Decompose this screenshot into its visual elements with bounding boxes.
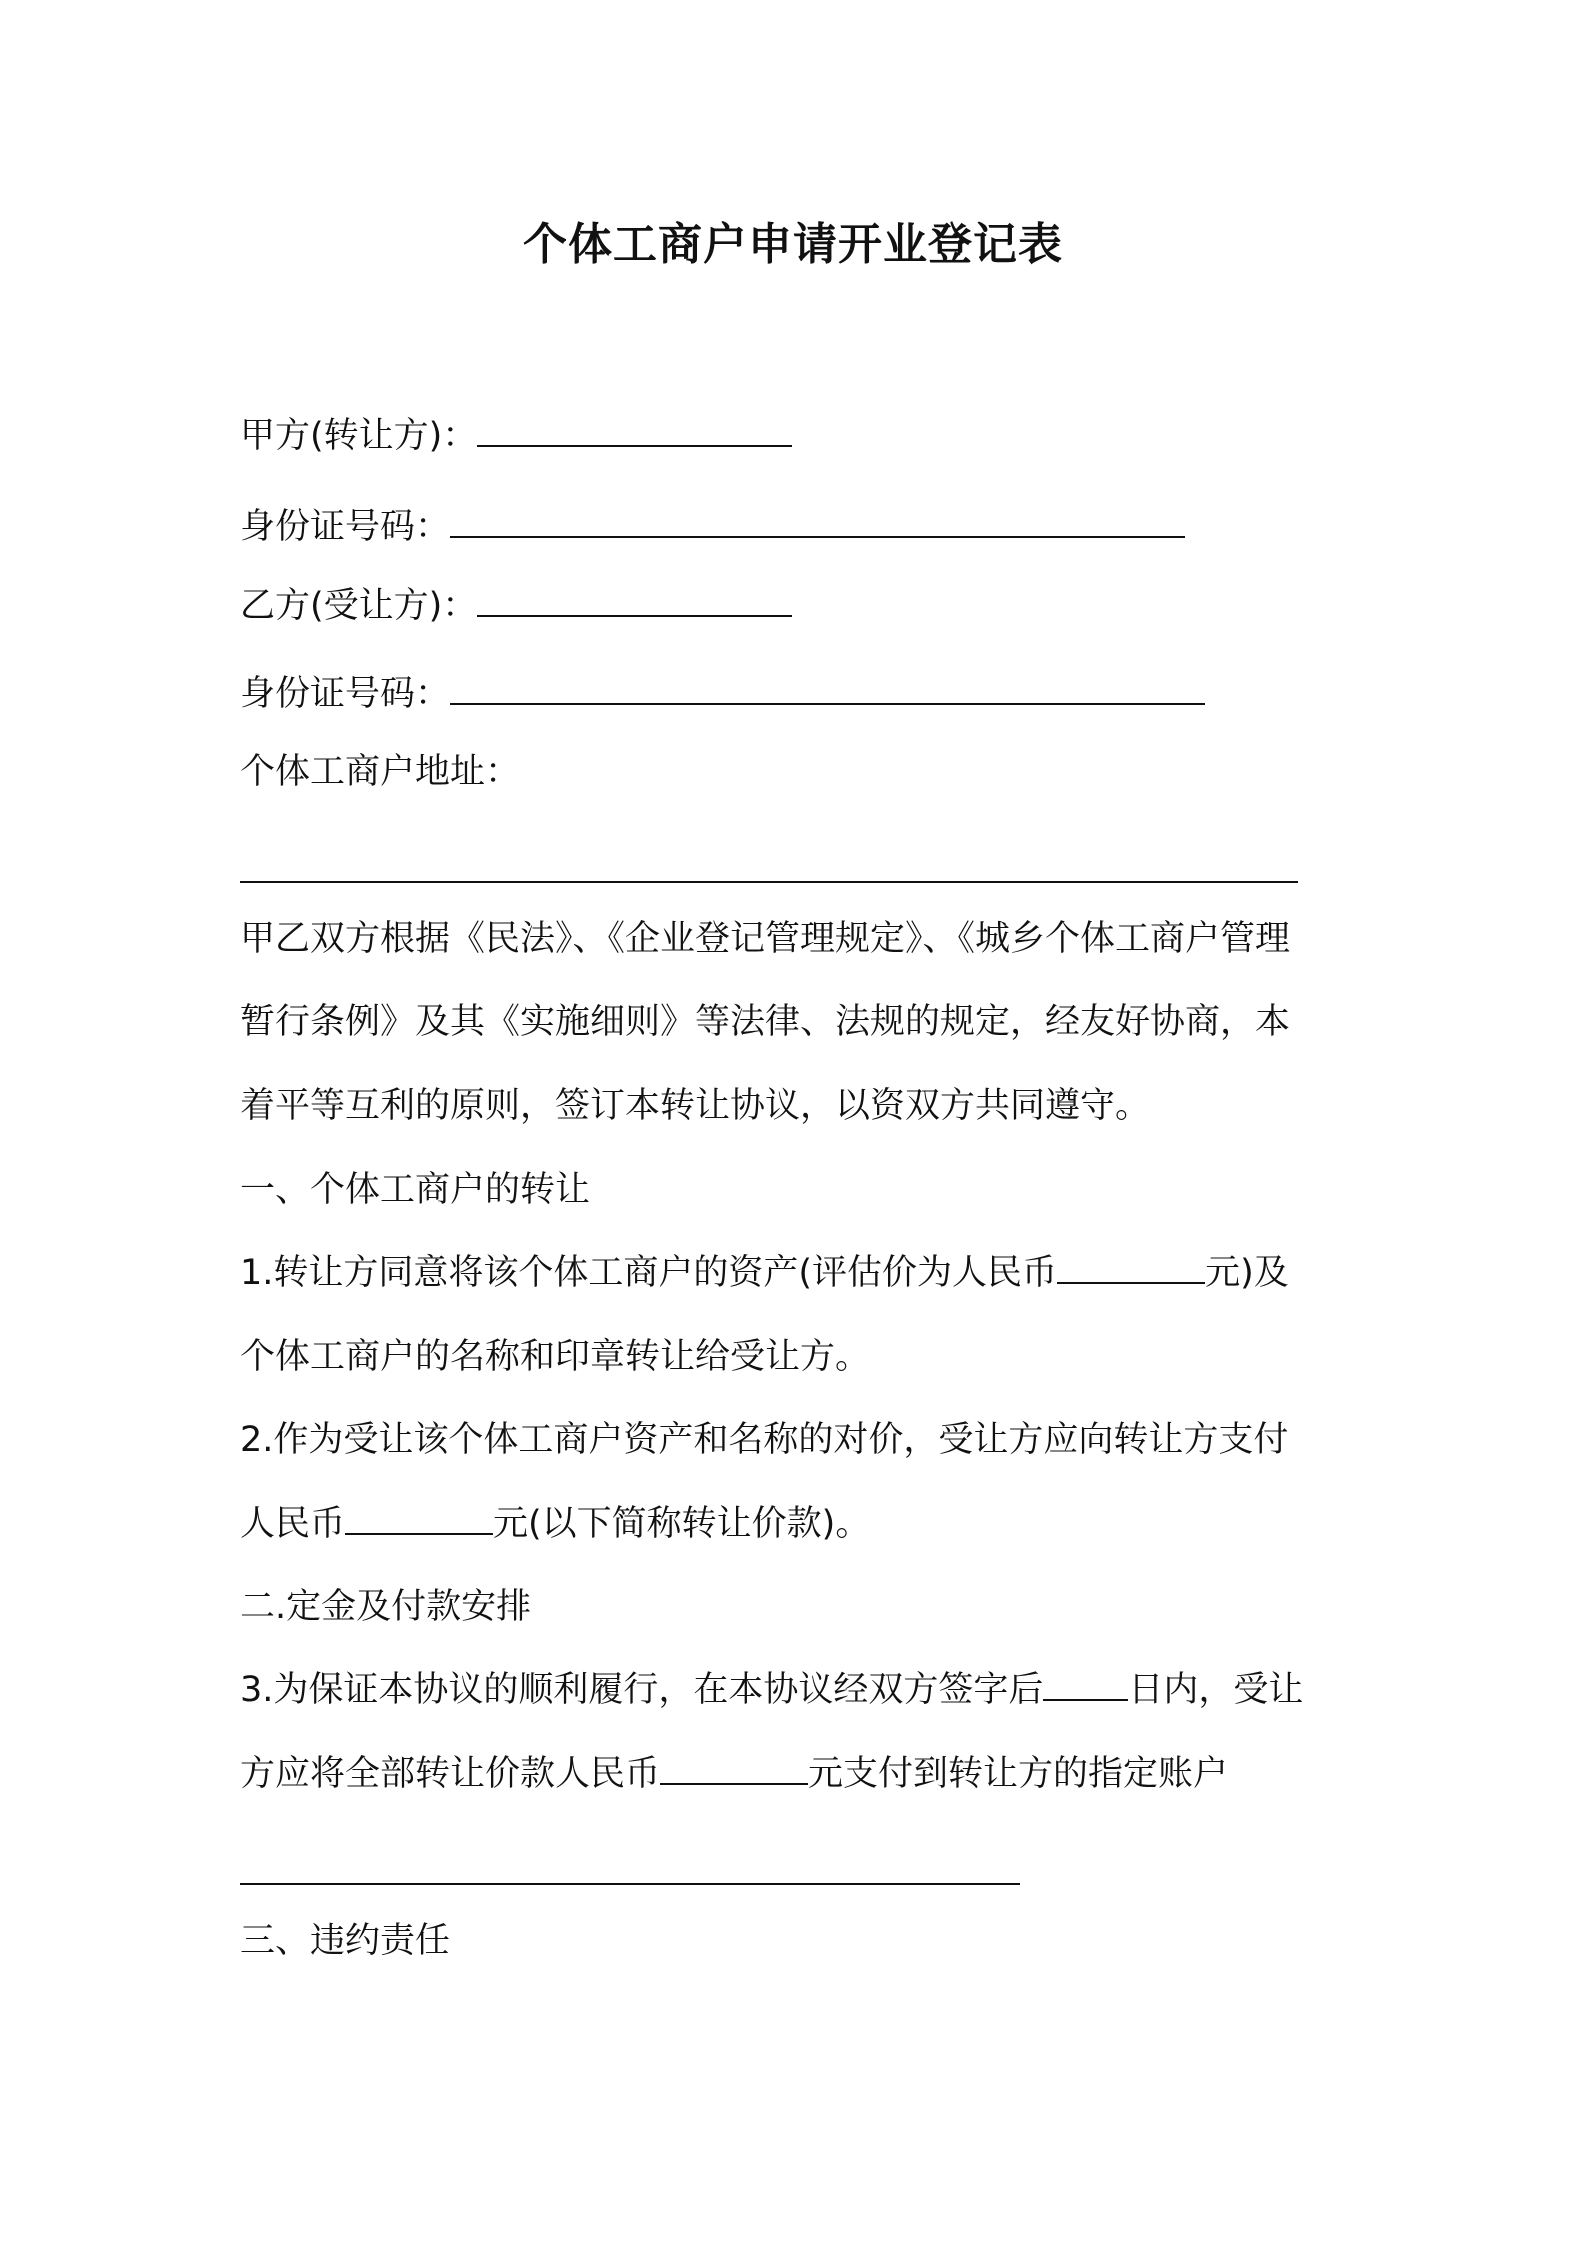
section-3-heading: 三、违约责任: [240, 1921, 451, 1961]
item-1-value-blank[interactable]: [1057, 1252, 1205, 1284]
party-a-id-row: [240, 503, 1185, 551]
party-b-id-row: [240, 670, 1205, 718]
address-label: 个体工商户地址：: [240, 752, 521, 792]
address-blank-row: [240, 848, 1298, 896]
section-1-heading: 一、个体工商户的转让: [240, 1170, 591, 1210]
item-1-line-2: 个体工商户的名称和印章转让给受让方。: [240, 1337, 871, 1377]
intro-line-1: 甲乙双方根据《民法》、《企业登记管理规定》、《城乡个体工商户管理: [240, 919, 1291, 959]
party-a-row: [240, 412, 792, 460]
item-1-text-b: 元)及: [1205, 1253, 1289, 1293]
party-b-blank[interactable]: [477, 585, 792, 617]
account-blank-row: [240, 1850, 1020, 1898]
party-a-blank[interactable]: [477, 415, 792, 447]
item-2-text-c: 元(以下简称转让价款)。: [493, 1504, 871, 1544]
address-blank[interactable]: [240, 851, 1298, 883]
item-3-line-1: [240, 1666, 1303, 1714]
item-3-text-c: 方应将全部转让价款人民币: [240, 1754, 661, 1794]
account-blank[interactable]: [240, 1853, 1020, 1885]
party-b-row: [240, 582, 792, 630]
item-3-text-d: 元支付到转让方的指定账户: [808, 1754, 1229, 1794]
party-a-label: 甲方(转让方)：: [240, 416, 478, 456]
item-3-amount-blank[interactable]: [660, 1753, 808, 1785]
party-b-id-label: 身份证号码：: [240, 674, 451, 714]
party-a-id-label: 身份证号码：: [240, 507, 451, 547]
item-2-line-1: 2.作为受让该个体工商户资产和名称的对价，受让方应向转让方支付: [240, 1420, 1289, 1460]
item-2-value-blank[interactable]: [345, 1503, 493, 1535]
party-b-id-blank[interactable]: [450, 673, 1205, 705]
item-3-text-a: 3.为保证本协议的顺利履行，在本协议经双方签字后: [240, 1670, 1044, 1710]
address-row: [240, 748, 520, 796]
party-b-label: 乙方(受让方)：: [240, 586, 478, 626]
item-1-line-1: [240, 1249, 1289, 1297]
item-3-days-blank[interactable]: [1043, 1669, 1128, 1701]
item-3-text-b: 日内，受让: [1128, 1670, 1304, 1710]
item-3-line-2: [240, 1750, 1228, 1798]
party-a-id-blank[interactable]: [450, 506, 1185, 538]
document-title: 个体工商户申请开业登记表: [523, 219, 1063, 270]
section-2-heading: 二.定金及付款安排: [240, 1587, 532, 1627]
item-2-line-2: [240, 1500, 870, 1548]
item-2-text-b: 人民币: [240, 1504, 346, 1544]
item-1-text-a: 1.转让方同意将该个体工商户的资产(评估价为人民币: [240, 1253, 1058, 1293]
intro-line-2: 暂行条例》及其《实施细则》等法律、法规的规定，经友好协商，本: [240, 1002, 1291, 1042]
intro-line-3: 着平等互利的原则，签订本转让协议，以资双方共同遵守。: [240, 1086, 1151, 1126]
